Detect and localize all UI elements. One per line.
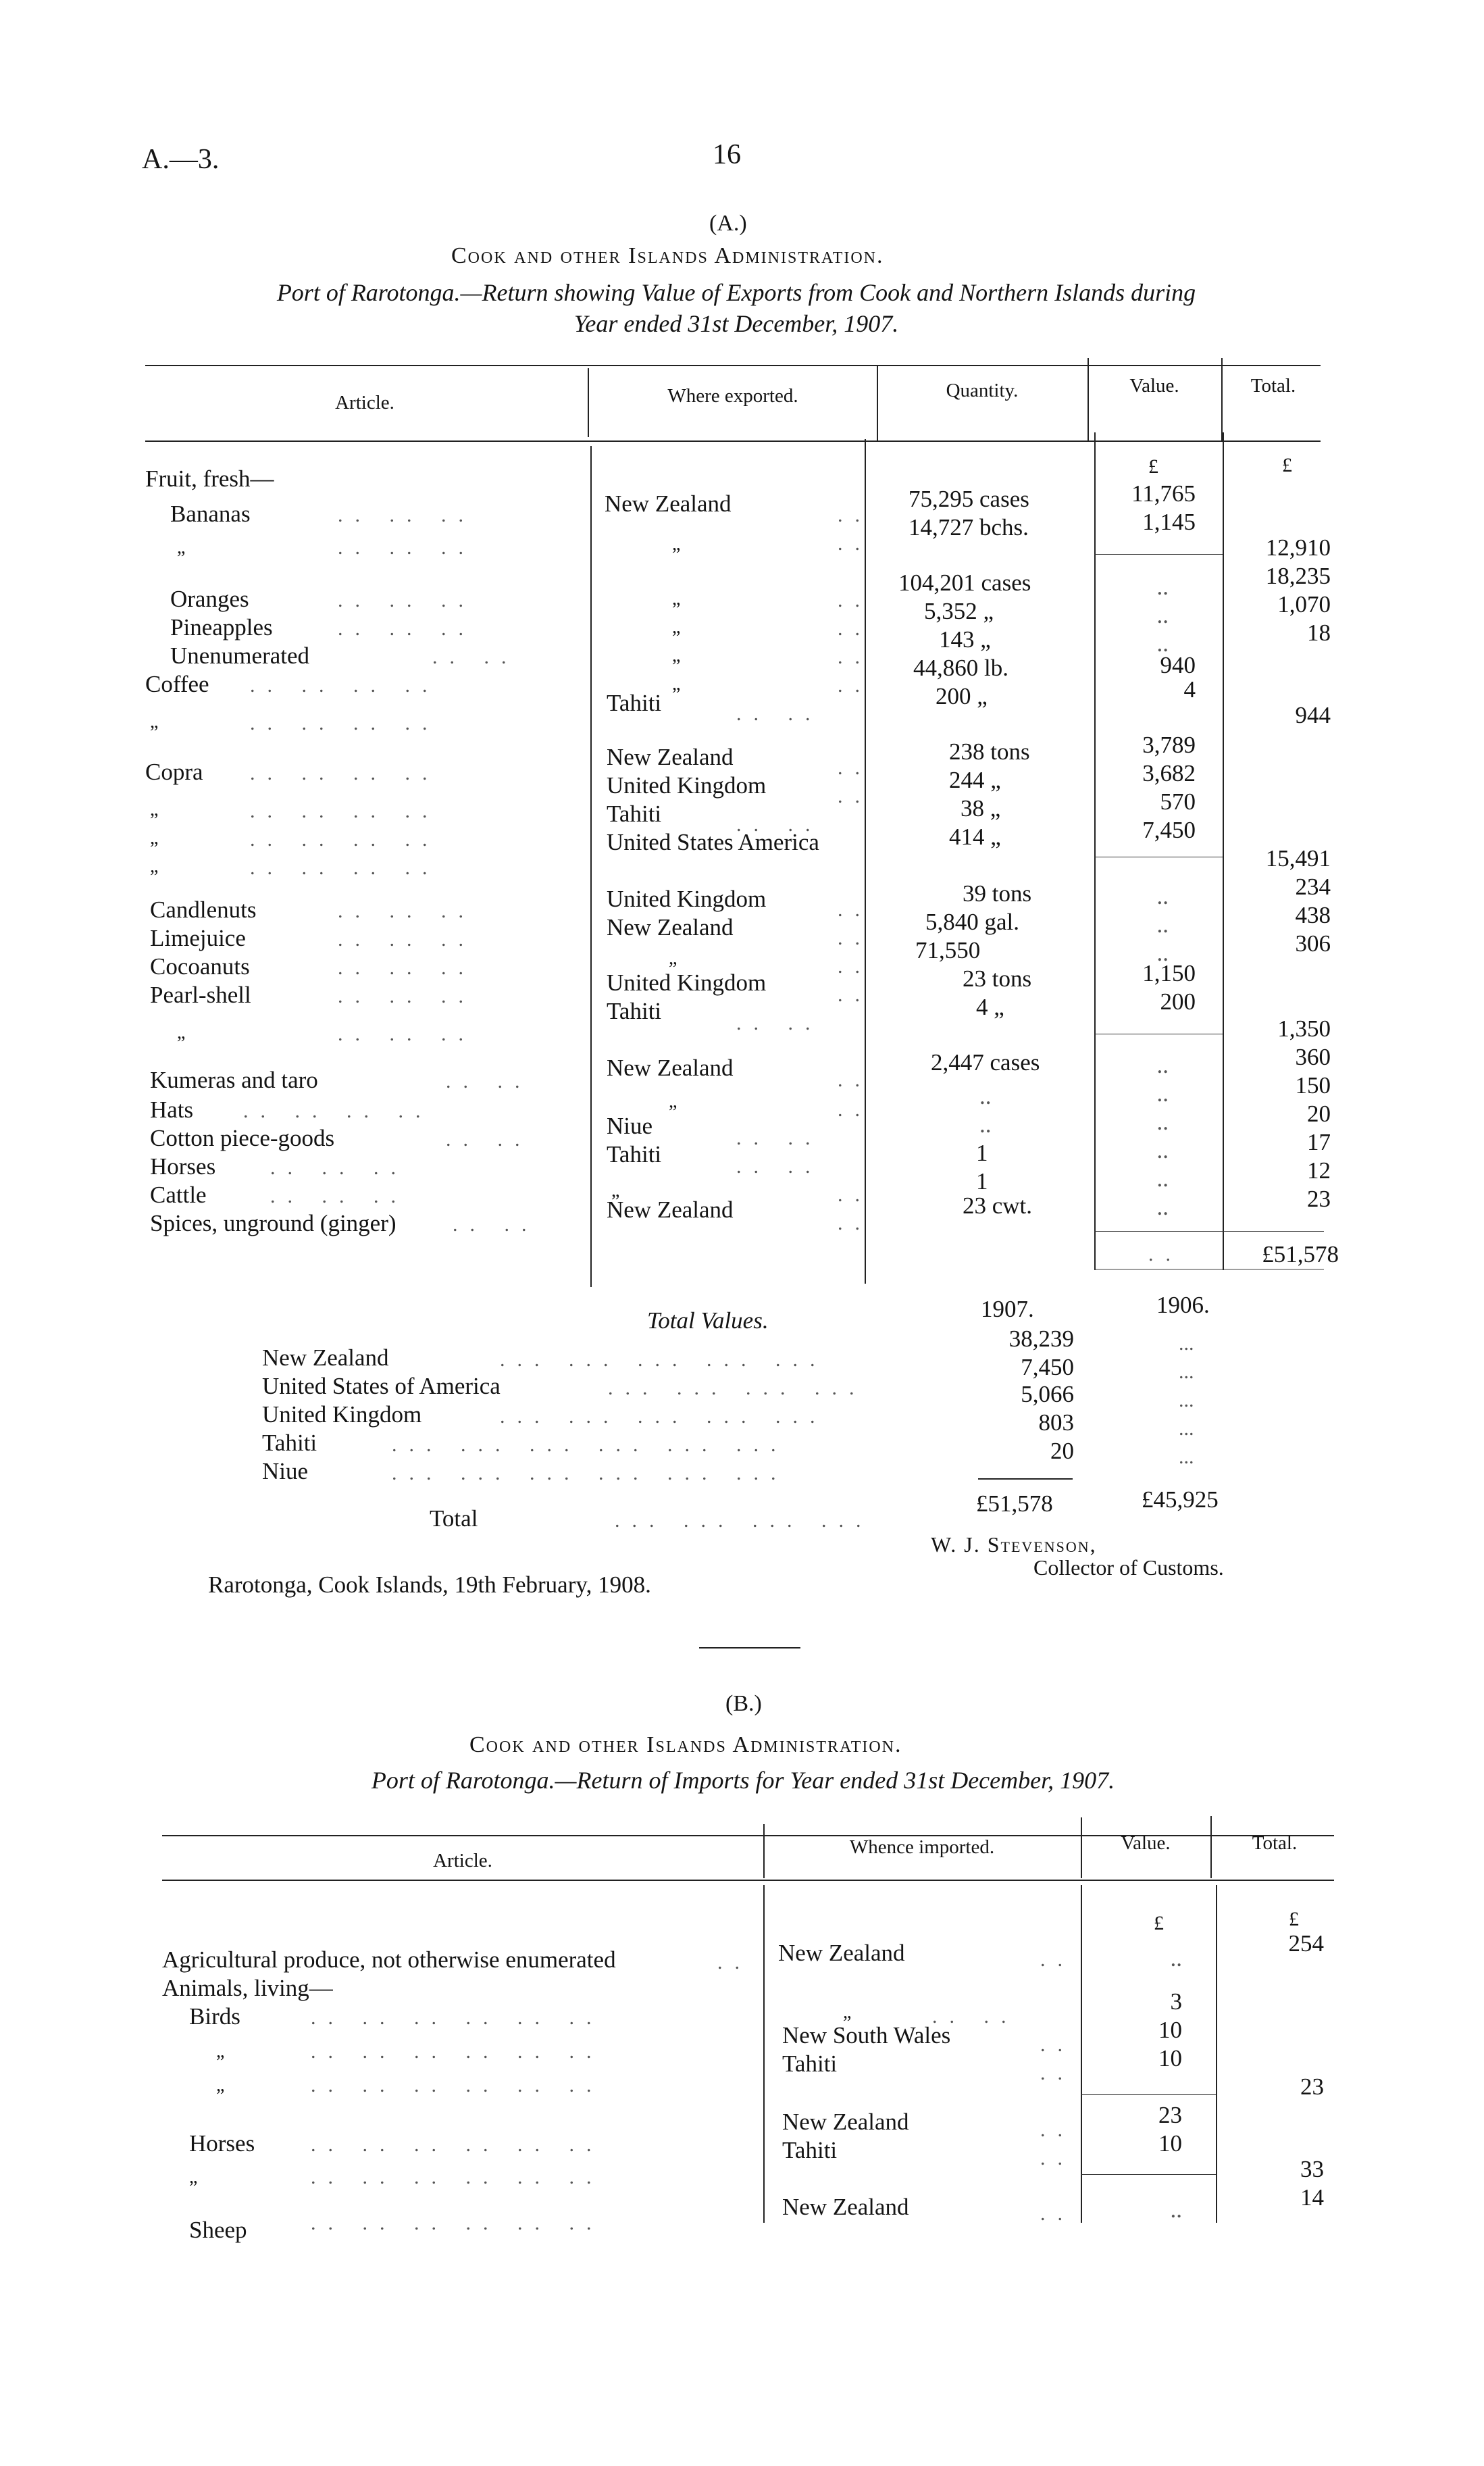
quantity-cell: 1 — [976, 1140, 988, 1166]
where-cell: „ — [672, 588, 681, 609]
section-b-admin-title: Cook and other Islands Administration. — [469, 1732, 902, 1757]
value-cell: .. — [1156, 574, 1169, 600]
where-cell: „ — [672, 534, 681, 555]
where-cell: „ — [669, 1091, 677, 1112]
leader-dots: .. .. .. .. .. .. — [311, 2040, 604, 2063]
article-cell: Unenumerated — [170, 643, 310, 669]
total-cell: 306 — [1295, 930, 1331, 957]
leader-dots: .. — [838, 532, 872, 555]
whence-cell: New Zealand — [782, 2194, 909, 2220]
summary-rule — [978, 1478, 1073, 1480]
where-cell: New Zealand — [607, 1197, 734, 1223]
summary-country: Niue — [262, 1458, 309, 1484]
total-cell: 14 — [1300, 2184, 1324, 2211]
quantity-cell: 5,352 „ — [924, 598, 994, 624]
page-number: 16 — [713, 139, 741, 170]
where-cell: New Zealand — [605, 490, 732, 517]
section-a-label: (A.) — [709, 211, 747, 236]
summary-1906-value: ... — [1179, 1361, 1194, 1383]
total-cell: 17 — [1307, 1129, 1331, 1155]
leader-dots: .. — [838, 785, 872, 807]
article-cell: Limejuice — [150, 925, 246, 951]
total-values-heading: Total Values. — [647, 1307, 769, 1334]
total-cell: 12 — [1307, 1157, 1331, 1184]
article-cell: „ — [189, 2167, 198, 2188]
where-cell: „ — [672, 617, 681, 638]
quantity-cell: 143 „ — [939, 626, 991, 653]
leader-dots: .. .. .. .. .. .. — [311, 2007, 604, 2029]
leader-dots: .. — [838, 955, 872, 978]
article-cell: Animals, living— — [162, 1975, 333, 2001]
value-currency-symbol: £ — [1154, 1912, 1164, 1934]
value-cell: .. — [1170, 2196, 1182, 2223]
summary-country: United States of America — [262, 1373, 501, 1399]
article-cell: Cotton piece-goods — [150, 1125, 335, 1151]
whence-cell: „ — [843, 2002, 852, 2023]
col-divider — [763, 1885, 765, 2223]
table-top-rule — [145, 365, 1321, 366]
whence-cell: New Zealand — [782, 2109, 909, 2135]
leader-dots: .. .. .. — [338, 928, 476, 951]
leader-dots: .. — [838, 504, 872, 526]
value-cell: 3,789 — [1142, 732, 1196, 758]
subtotal-rule — [1094, 1231, 1324, 1232]
article-cell: Cocoanuts — [150, 953, 250, 980]
leader-dots: .. — [1040, 2062, 1075, 2084]
col-header-value: Value. — [1129, 375, 1179, 397]
value-currency-symbol: £ — [1148, 455, 1158, 478]
subtotal-rule — [1081, 2094, 1216, 2095]
leader-dots: .. — [838, 757, 872, 779]
article-cell: Coffee — [145, 671, 209, 697]
quantity-cell: 44,860 lb. — [913, 655, 1008, 681]
article-cell: Cattle — [150, 1182, 207, 1208]
value-cell: .. — [1156, 1194, 1169, 1220]
total-cell: 23 — [1307, 1186, 1331, 1212]
subtotal-rule — [1081, 2174, 1216, 2175]
quantity-cell: 104,201 cases — [898, 570, 1031, 596]
leader-dots: .. .. — [736, 703, 823, 725]
value-cell: .. — [1156, 1137, 1169, 1163]
summary-1907-value: 20 — [1050, 1438, 1074, 1464]
leader-dots: .. .. .. .. .. .. — [311, 2166, 604, 2188]
summary-total-label: Total — [430, 1505, 478, 1532]
quantity-cell: 75,295 cases — [909, 486, 1029, 512]
col-header-quantity: Quantity. — [946, 380, 1019, 401]
total-currency-symbol: £ — [1282, 454, 1292, 476]
value-cell: 4 — [1183, 676, 1196, 703]
leader-dots: .. — [1040, 2119, 1075, 2141]
section-a-subtitle-line1: Port of Rarotonga.—Return showing Value of Exports from Cook and Northern Islands during — [276, 279, 1196, 306]
value-cell: 11,765 — [1131, 480, 1196, 507]
leader-dots: ... ... ... ... ... ... — [392, 1462, 788, 1484]
leader-dots: .. — [717, 1951, 752, 1973]
quantity-cell: 39 tons — [963, 880, 1032, 907]
leader-dots: ... ... ... ... ... — [500, 1405, 827, 1428]
value-cell: 7,450 — [1142, 817, 1196, 843]
where-cell: Tahiti — [607, 1141, 662, 1167]
leader-dots: ... ... ... ... ... — [500, 1349, 827, 1371]
section-a-subtitle-line2: Year ended 31st December, 1907. — [573, 310, 899, 337]
article-cell: „ — [177, 537, 186, 558]
summary-country: New Zealand — [262, 1344, 389, 1371]
where-cell: United Kingdom — [607, 886, 767, 912]
value-cell: .. — [1156, 911, 1169, 938]
total-cell: 254 — [1288, 1930, 1324, 1957]
summary-1907-value: 803 — [1038, 1409, 1074, 1436]
quantity-cell: 38 „ — [961, 795, 1001, 822]
leader-dots: .. .. .. .. — [243, 1100, 433, 1122]
total-cell: 944 — [1295, 702, 1331, 728]
value-cell: 10 — [1158, 2045, 1182, 2071]
col-divider — [1216, 1885, 1217, 2223]
col-header-value: Value. — [1121, 1832, 1171, 1854]
leader-dots: .. .. .. — [338, 985, 476, 1007]
where-cell: „ — [672, 645, 681, 666]
article-cell: Sheep — [189, 2217, 247, 2243]
value-cell: 3,682 — [1142, 760, 1196, 786]
leader-dots: .. — [1040, 1948, 1075, 1971]
col-divider — [877, 365, 878, 441]
leader-dots: .. .. — [736, 1012, 823, 1034]
value-cell: .. — [1156, 940, 1169, 966]
value-cell: .. — [1156, 630, 1169, 657]
document-reference: A.—3. — [142, 144, 220, 175]
article-cell: Pearl-shell — [150, 982, 251, 1008]
col-divider — [588, 368, 589, 437]
table-header-rule — [145, 441, 1321, 442]
article-cell: „ — [177, 1022, 186, 1043]
article-cell: „ — [150, 856, 159, 877]
leader-dots: .. .. .. .. .. .. — [311, 2134, 604, 2156]
value-cell: .. — [1156, 1080, 1169, 1107]
place-date: Rarotonga, Cook Islands, 19th February, 1908. — [208, 1571, 651, 1598]
leader-dots: .. .. .. .. — [250, 674, 440, 697]
total-currency-symbol: £ — [1289, 1908, 1299, 1930]
leader-dots: .. .. .. .. — [250, 800, 440, 822]
leader-dots: .. — [1148, 1243, 1183, 1265]
value-cell: .. — [1156, 883, 1169, 909]
article-cell: Kumeras and taro — [150, 1067, 318, 1093]
total-cell: 20 — [1307, 1101, 1331, 1127]
summary-1906-value: ... — [1179, 1446, 1194, 1468]
where-cell: Tahiti — [607, 998, 662, 1024]
leader-dots: ... ... ... ... — [608, 1377, 867, 1399]
col-header-whence-imported: Whence imported. — [849, 1836, 995, 1858]
quantity-cell: 14,727 bchs. — [909, 514, 1029, 540]
leader-dots: .. .. — [736, 1127, 823, 1149]
leader-dots: .. — [1040, 2203, 1075, 2225]
leader-dots: .. .. — [446, 1128, 532, 1151]
col-header-total: Total. — [1250, 375, 1296, 397]
leader-dots: .. .. .. — [270, 1157, 408, 1179]
leader-dots: .. .. .. .. — [250, 857, 440, 879]
leader-dots: .. — [838, 674, 872, 697]
value-cell: 10 — [1158, 2130, 1182, 2157]
leader-dots: .. — [838, 984, 872, 1006]
article-cell: „ — [150, 711, 159, 732]
quantity-cell: 244 „ — [949, 767, 1001, 793]
leader-dots: .. — [838, 1099, 872, 1121]
quantity-cell: 1 — [976, 1168, 988, 1194]
leader-dots: .. .. — [736, 1155, 823, 1178]
whence-cell: Tahiti — [782, 2050, 838, 2077]
where-cell: New Zealand — [607, 914, 734, 940]
leader-dots: .. .. — [932, 2005, 1019, 2028]
where-cell: Niue — [607, 1113, 653, 1139]
leader-dots: .. .. .. — [338, 1023, 476, 1045]
article-cell: Agricultural produce, not otherwise enumerated — [162, 1946, 616, 1973]
leader-dots: .. — [838, 589, 872, 611]
summary-1906-value: ... — [1179, 1417, 1194, 1440]
where-cell: New Zealand — [607, 744, 734, 770]
leader-dots: .. .. — [736, 813, 823, 836]
value-cell: .. — [1156, 1109, 1169, 1135]
quantity-cell: 23 cwt. — [963, 1192, 1033, 1219]
year-1906-header: 1906. — [1156, 1292, 1210, 1318]
total-cell: 360 — [1295, 1044, 1331, 1070]
leader-dots: .. .. .. — [338, 957, 476, 979]
whence-cell: Tahiti — [782, 2137, 838, 2163]
leader-dots: .. .. .. .. — [250, 762, 440, 784]
col-header-where-exported: Where exported. — [667, 385, 798, 407]
summary-1906-value: ... — [1179, 1332, 1194, 1355]
where-cell: „ — [672, 674, 681, 695]
value-cell: .. — [1170, 1945, 1182, 1971]
quantity-cell: .. — [979, 1111, 992, 1138]
quantity-cell: .. — [979, 1083, 992, 1109]
leader-dots: .. — [838, 646, 872, 668]
leader-dots: .. .. .. — [338, 504, 476, 526]
article-cell: Fruit, fresh— — [145, 465, 274, 492]
total-cell: 23 — [1300, 2073, 1324, 2100]
quantity-cell: 414 „ — [949, 824, 1001, 850]
table-header-rule — [162, 1880, 1334, 1881]
quantity-cell: 2,447 cases — [931, 1049, 1040, 1076]
col-divider — [865, 439, 866, 1284]
leader-dots: .. .. .. .. — [250, 828, 440, 851]
article-cell: „ — [150, 799, 159, 820]
total-cell: 234 — [1295, 874, 1331, 900]
article-cell: „ — [150, 828, 159, 849]
leader-dots: ... ... ... ... — [615, 1509, 873, 1532]
summary-total-1906: £45,925 — [1142, 1486, 1219, 1513]
article-cell: „ — [216, 2075, 225, 2096]
total-cell: 18,235 — [1265, 563, 1331, 589]
summary-1907-value: 7,450 — [1021, 1354, 1074, 1380]
leader-dots: .. .. .. — [338, 536, 476, 559]
year-1907-header: 1907. — [981, 1296, 1034, 1322]
signature-title: Collector of Customs. — [1033, 1555, 1224, 1580]
article-cell: Horses — [189, 2130, 255, 2157]
leader-dots: .. .. — [446, 1070, 532, 1092]
leader-dots: .. .. .. — [338, 618, 476, 640]
signature-name: W. J. Stevenson, — [931, 1532, 1097, 1557]
value-cell: .. — [1156, 1165, 1169, 1192]
leader-dots: .. — [838, 927, 872, 949]
summary-1906-value: ... — [1179, 1389, 1194, 1411]
article-cell: Birds — [189, 2003, 240, 2030]
value-cell: .. — [1156, 602, 1169, 628]
total-cell: 33 — [1300, 2156, 1324, 2182]
quantity-cell: 200 „ — [936, 683, 988, 709]
article-cell: Hats — [150, 1097, 194, 1123]
value-cell: 3 — [1170, 1988, 1182, 2015]
leader-dots: .. .. — [453, 1213, 539, 1236]
col-header-article: Article. — [433, 1850, 492, 1871]
summary-1907-value: 5,066 — [1021, 1381, 1074, 1407]
value-cell: 1,150 — [1142, 960, 1196, 986]
value-cell: 200 — [1160, 988, 1196, 1015]
col-divider — [1088, 358, 1089, 441]
total-cell: 438 — [1295, 902, 1331, 928]
leader-dots: .. .. .. — [338, 900, 476, 922]
where-cell: „ — [669, 948, 677, 969]
where-cell: United States America — [607, 829, 819, 855]
leader-dots: .. .. .. — [338, 589, 476, 611]
leader-dots: .. — [1040, 2147, 1075, 2169]
col-divider — [590, 446, 592, 1287]
summary-1907-value: 38,239 — [1008, 1326, 1074, 1352]
section-divider — [699, 1647, 800, 1649]
leader-dots: .. .. .. .. .. .. — [311, 2074, 604, 2096]
quantity-cell: 4 „ — [976, 994, 1004, 1020]
where-cell: Tahiti — [607, 690, 662, 716]
leader-dots: .. — [838, 899, 872, 921]
leader-dots: .. — [838, 1184, 872, 1206]
quantity-cell: 238 tons — [949, 738, 1030, 765]
subtotal-rule — [1094, 554, 1223, 555]
quantity-cell: 5,840 gal. — [925, 909, 1020, 935]
article-cell: Copra — [145, 759, 203, 785]
article-cell: Candlenuts — [150, 897, 257, 923]
quantity-cell: 71,550 — [915, 937, 981, 963]
leader-dots: ... ... ... ... ... ... — [392, 1434, 788, 1456]
where-cell: New Zealand — [607, 1055, 734, 1081]
col-divider — [1223, 432, 1224, 1270]
article-cell: Horses — [150, 1153, 216, 1180]
total-cell: 15,491 — [1265, 845, 1331, 872]
col-divider — [1210, 1816, 1212, 1878]
where-cell: Tahiti — [607, 801, 662, 827]
value-cell: 10 — [1158, 2017, 1182, 2043]
leader-dots: .. .. — [432, 646, 519, 668]
col-header-article: Article. — [335, 392, 394, 413]
value-cell: 23 — [1158, 2102, 1182, 2128]
article-cell: Oranges — [170, 586, 249, 612]
leader-dots: .. — [1040, 2034, 1075, 2056]
total-cell: 18 — [1307, 620, 1331, 646]
summary-country: Tahiti — [262, 1430, 317, 1456]
article-cell: Pineapples — [170, 614, 273, 640]
leader-dots: .. — [838, 1212, 872, 1234]
where-cell: United Kingdom — [607, 970, 767, 996]
grand-total: £51,578 — [1262, 1241, 1339, 1267]
quantity-cell: 23 tons — [963, 965, 1032, 992]
section-a-admin-title: Cook and other Islands Administration. — [451, 243, 884, 268]
article-cell: „ — [216, 2041, 225, 2062]
leader-dots: .. .. .. — [270, 1185, 408, 1207]
where-cell: „ — [611, 1180, 620, 1201]
section-b-subtitle: Port of Rarotonga.—Return of Imports for Year ended 31st December, 1907. — [371, 1767, 1115, 1794]
total-cell: 1,070 — [1277, 591, 1331, 618]
where-cell: United Kingdom — [607, 772, 767, 799]
leader-dots: .. — [838, 1069, 872, 1091]
col-divider — [1221, 358, 1223, 441]
article-cell: Spices, unground (ginger) — [150, 1210, 396, 1236]
value-cell: 570 — [1160, 788, 1196, 815]
value-cell: 940 — [1160, 652, 1196, 678]
section-b-label: (B.) — [725, 1691, 762, 1716]
value-cell: 1,145 — [1142, 509, 1196, 535]
total-cell: 1,350 — [1277, 1015, 1331, 1042]
leader-dots: .. — [838, 618, 872, 640]
summary-total-1907: £51,578 — [976, 1490, 1053, 1517]
summary-country: United Kingdom — [262, 1401, 422, 1428]
whence-cell: New South Wales — [782, 2022, 951, 2048]
leader-dots: .. .. .. .. — [250, 712, 440, 734]
whence-cell: New Zealand — [778, 1940, 905, 1966]
col-header-total: Total. — [1252, 1832, 1298, 1854]
leader-dots: .. .. .. .. .. .. — [311, 2212, 604, 2234]
article-cell: Bananas — [170, 501, 251, 527]
total-cell: 150 — [1295, 1072, 1331, 1099]
value-cell: .. — [1156, 1052, 1169, 1078]
total-cell: 12,910 — [1265, 534, 1331, 561]
